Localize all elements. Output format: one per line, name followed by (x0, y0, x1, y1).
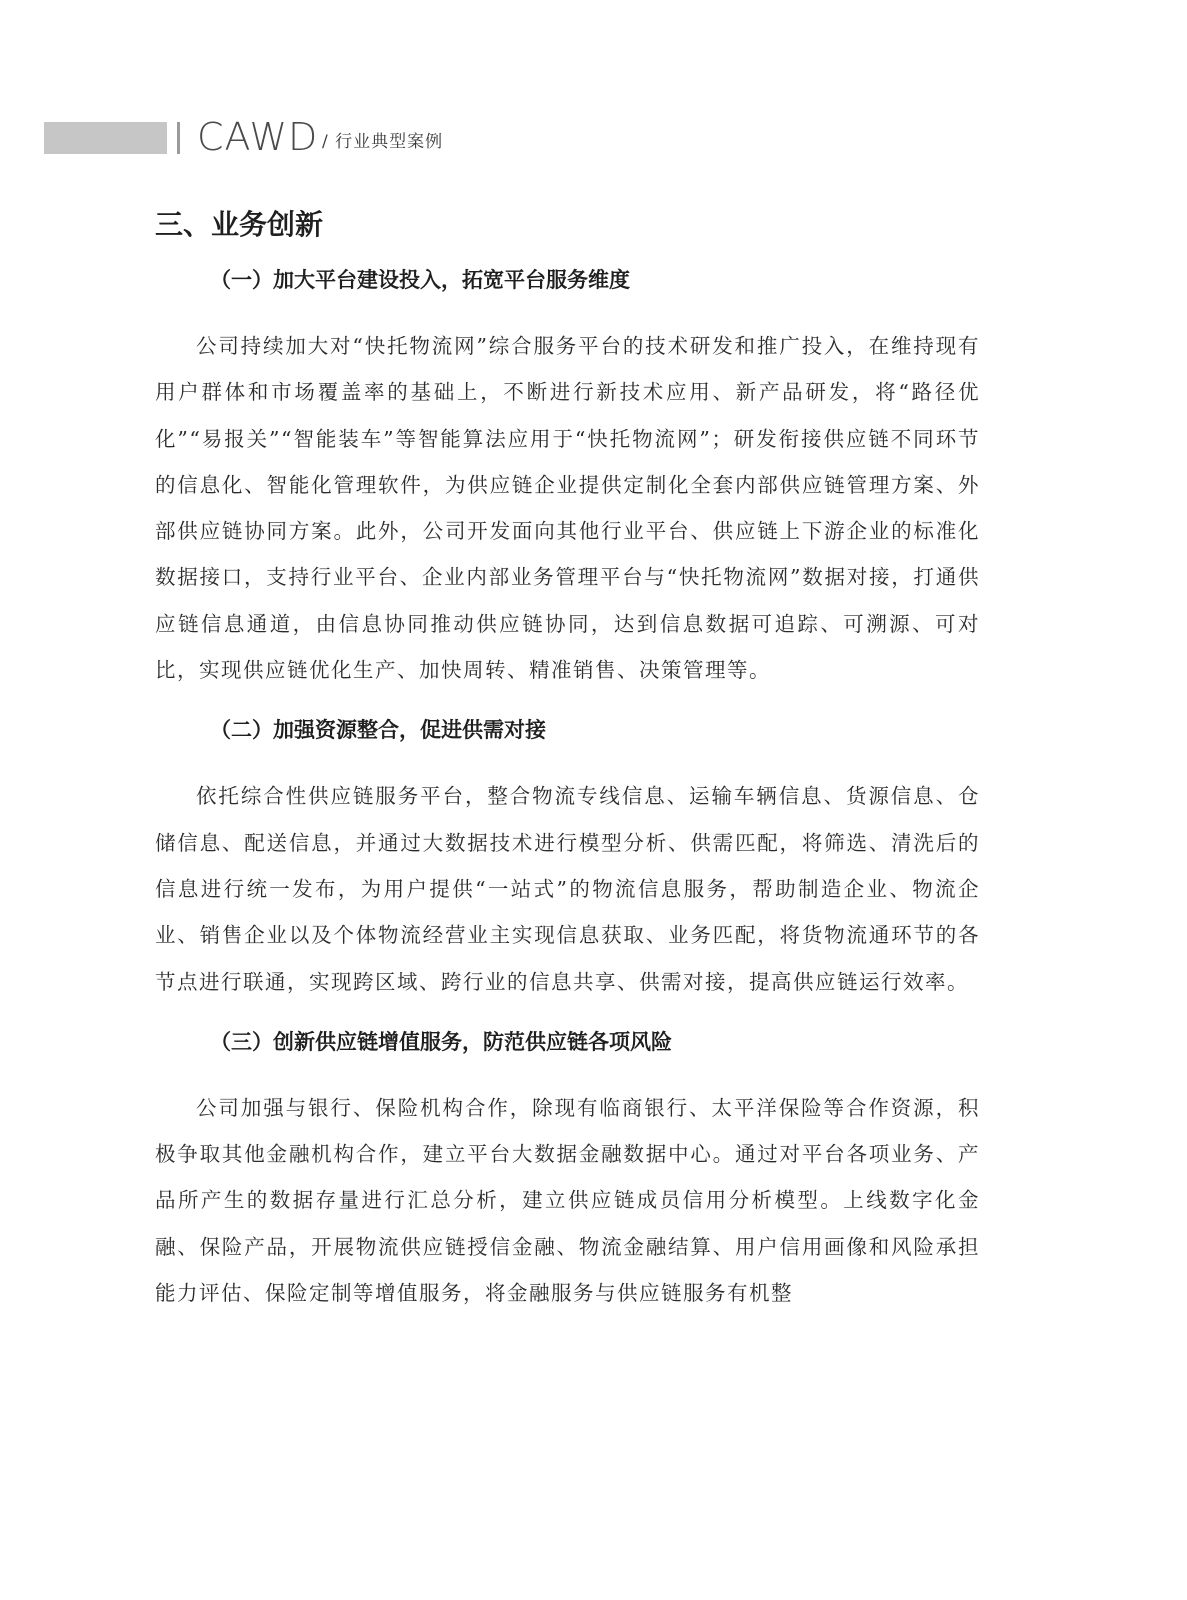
header-brand: CAWD (197, 115, 319, 159)
page-header (0, 115, 1187, 159)
subsection-title-1: （一）加大平台建设投入，拓宽平台服务维度 (210, 268, 630, 292)
paragraph-3: 公司加强与银行、保险机构合作，除现有临商银行、太平洋保险等合作资源，积极争取其他金融机构合作，建立平台大数据金融数据中心。通过对平台各项业务、产品所产生的数据存量进行汇总分析，建立供应链成员信用分析模型。上线数字化金融、保险产品，开展物流供应链授信金融、物流金融结算、用户信用画像和风险承担能力评估、保险定制等增值服务，将金融服务与供应链服务有机整 (155, 1095, 980, 1306)
paragraph-1: 公司持续加大对“快托物流网”综合服务平台的技术研发和推广投入，在维持现有用户群体和市场覆盖率的基础上，不断进行新技术应用、新产品研发，将“路径优化”“易报关”“智能装车”等智能算法应用于“快托物流网”；研发衔接供应链不同环节的信息化、智能化管理软件，为供应链企业提供定制化全套内部供应链管理方案、外部供应链协同方案。此外，公司开发面向其他行业平台、供应链上下游企业的标准化数据接口，支持行业平台、企业内部业务管理平台与“快托物流网”数据对接，打通供应链信息通道，由信息协同推动供应链协同，达到信息数据可追踪、可溯源、可对比，实现供应链优化生产、加快周转、精准销售、决策管理等。 (155, 334, 980, 683)
header-subtitle: / 行业典型案例 (322, 132, 444, 152)
subsection-title-3: （三）创新供应链增值服务，防范供应链各项风险 (210, 1029, 672, 1054)
header-divider (177, 122, 180, 154)
paragraph-2: 依托综合性供应链服务平台，整合物流专线信息、运输车辆信息、货源信息、仓储信息、配送信息，并通过大数据技术进行模型分析、供需匹配，将筛选、清洗后的信息进行统一发布，为用户提供“一站式”的物流信息服务，帮助制造企业、物流企业、销售企业以及个体物流经营业主实现信息获取、业务匹配，将货物流通环节的各节点进行联通，实现跨区域、跨行业的信息共享、供需对接，提高供应链运行效率。 (155, 784, 980, 994)
document-body (155, 205, 980, 1338)
section-title: 三、业务创新 (155, 208, 324, 241)
subsection-title-2: （二）加强资源整合，促进供需对接 (210, 718, 546, 743)
header-gray-bar (44, 122, 167, 154)
